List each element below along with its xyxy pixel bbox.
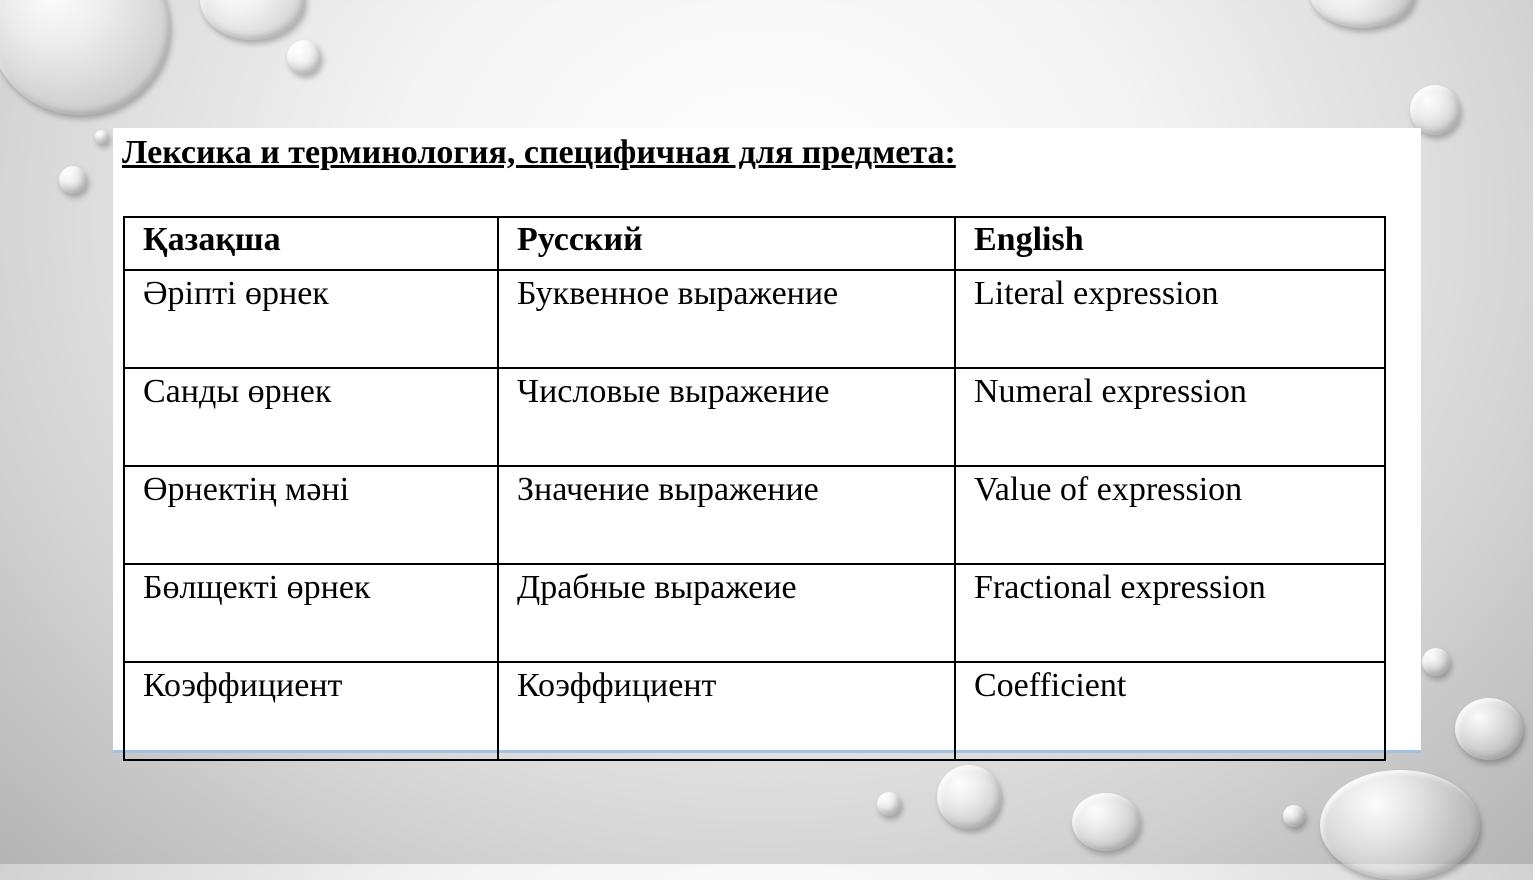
water-drop-decoration bbox=[877, 792, 901, 816]
water-drop-decoration bbox=[1422, 648, 1450, 676]
cell-english: Numeral expression bbox=[955, 368, 1385, 466]
terminology-table bbox=[123, 216, 1386, 761]
content-panel bbox=[113, 128, 1421, 753]
table-row bbox=[124, 368, 1385, 466]
table-row bbox=[124, 466, 1385, 564]
cell-kazakh: Әріпті өрнек bbox=[124, 270, 498, 368]
column-header-russian: Русский bbox=[498, 217, 955, 270]
cell-kazakh: Санды өрнек bbox=[124, 368, 498, 466]
water-drop-decoration bbox=[0, 0, 170, 115]
table-header-row bbox=[124, 217, 1385, 270]
cell-russian: Драбные выражеие bbox=[498, 564, 955, 662]
water-drop-decoration bbox=[95, 130, 109, 144]
cell-russian: Значение выражение bbox=[498, 466, 955, 564]
table-row bbox=[124, 270, 1385, 368]
column-header-english: English bbox=[955, 217, 1385, 270]
water-drop-decoration bbox=[59, 166, 87, 194]
column-header-kazakh: Қазақша bbox=[124, 217, 498, 270]
water-drop-decoration bbox=[287, 40, 321, 74]
water-drop-decoration bbox=[1283, 805, 1305, 827]
cell-english: Literal expression bbox=[955, 270, 1385, 368]
cell-kazakh: Өрнектің мәні bbox=[124, 466, 498, 564]
cell-russian: Коэффициент bbox=[498, 662, 955, 760]
cell-kazakh: Бөлщекті өрнек bbox=[124, 564, 498, 662]
cell-english: Value of expression bbox=[955, 466, 1385, 564]
cell-russian: Буквенное выражение bbox=[498, 270, 955, 368]
water-drop-decoration bbox=[1072, 793, 1140, 851]
table-row bbox=[124, 564, 1385, 662]
cell-english: Coefficient bbox=[955, 662, 1385, 760]
water-drop-decoration bbox=[1310, 0, 1415, 28]
water-drop-decoration bbox=[1455, 698, 1523, 760]
cell-english: Fractional expression bbox=[955, 564, 1385, 662]
water-drop-decoration bbox=[200, 0, 305, 40]
slide-heading: Лексика и терминология, специфичная для предмета: bbox=[122, 134, 956, 171]
table-row bbox=[124, 662, 1385, 760]
cell-russian: Числовые выражение bbox=[498, 368, 955, 466]
cell-kazakh: Коэффициент bbox=[124, 662, 498, 760]
water-drop-decoration bbox=[937, 765, 1001, 829]
